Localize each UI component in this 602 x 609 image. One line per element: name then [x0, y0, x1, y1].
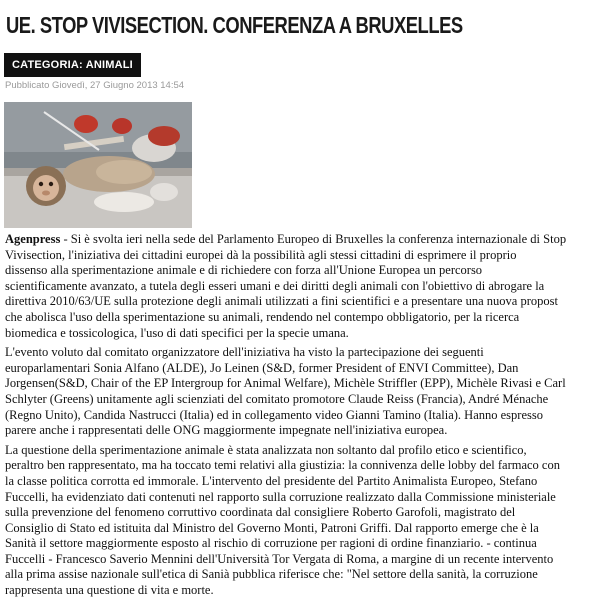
paragraph-line: europarlamentari Sonia Alfano (ALDE), Jo Leinen (S&D, former President of ENVI Committee), Dan [5, 360, 519, 375]
paragraph-line: dissenso alla sperimentazione animale e di richiedere con forza all'Unione Europea un percorso [5, 263, 483, 278]
paragraph-line: Sanità il settore maggiormente esposto al rischio di corruzione per ragioni di ordine finanziario. - continua [5, 536, 537, 551]
paragraph-line: la classe politica corrotta ed immorale. L'intervento del presidente del Partito Animalista Europeo, Stefano [5, 473, 538, 488]
article-body [5, 232, 602, 603]
paragraph-line: Consiglio di Stato ed istituita dal Ministro del Governo Monti, Patroni Griffi. Dal rapporto emerge che è la [5, 520, 539, 535]
paragraph-line: L'evento voluto dal comitato organizzatore dell'iniziativa ha visto la partecipazione dei seguenti [5, 345, 484, 360]
paragraph-line: Schlyter (Greens) unitamente agli scienziati del comitato promotore Claude Reiss (Francia), André Ménache [5, 391, 549, 406]
paragraph-event [5, 345, 602, 439]
paragraph-intro [5, 232, 602, 341]
paragraph-line: direttiva 2010/63/UE sulla protezione degli animali utilizzati a fini scientifici e a presentare una nuova propost [5, 294, 558, 309]
paragraph-line: Jorgensen(S&D, Chair of the EP Intergroup for Animal Welfare), Michèle Striffler (EPP), Michèle Rivasi e Carl [5, 376, 566, 391]
paragraph-line [5, 232, 602, 248]
paragraph-line: che abolisca l'uso della sperimentazione su animali, rendendo nel contempo obbligatorio, per la ricerca [5, 309, 520, 324]
paragraph-line: (Regno Unito), Candida Nastrucci (Italia) ed in collegamento video Gianni Tamino (Italia). Hanno espresso [5, 407, 543, 422]
paragraph-line: peraltro ben rappresentato, ma ha toccato temi relativi alla giustizia: la connivenza delle lobby del farmaco con [5, 458, 560, 473]
paragraph-line: Fuccelli, ha evidenziato dati contenuti nel rapporto sulla corruzione realizzato dalla Commissione ministeriale [5, 489, 556, 504]
paragraph-line: parere anche i rappresentati delle ONG maggiormente impegnate nell'iniziativa europea. [5, 423, 448, 438]
article-title: UE. STOP VIVISECTION. CONFERENZA A BRUXELLES [6, 12, 463, 38]
paragraph-line: sulla prevenzione del fenomeno corruttivo coordinata dal consigliere Roberto Garofoli, magistrato del [5, 505, 516, 520]
paragraph-justice [5, 443, 602, 599]
paragraph-line: Fuccelli - Francesco Saverio Mennini dell'Università Tor Vergata di Roma, a margine di un recente intervento [5, 551, 554, 566]
monkey-lab-photo-image [4, 102, 192, 228]
paragraph-line: scientificamente avanzato, a tutela degli esseri umani e dei diritti degli animali con l'obiettivo di abrogare la [5, 278, 545, 293]
category-badge-link[interactable]: CATEGORIA: ANIMALI [4, 53, 141, 77]
paragraph-line: alla prima assise nazionale sull'etica di Sanià pubblica riferisce che: "Nel settore della sanità, la corruzione [5, 567, 538, 582]
article-photo [4, 102, 192, 228]
paragraph-line-rest: - Si è svolta ieri nella sede del Parlamento Europeo di Bruxelles la conferenza internazionale di Stop [60, 232, 567, 246]
paragraph-line: La questione della sperimentazione animale è stata analizzata non soltanto dal profilo etico e scientifico, [5, 442, 527, 457]
source-name: Agenpress [5, 232, 61, 246]
publish-date: Pubblicato Giovedì, 27 Giugno 2013 14:54 [5, 80, 185, 91]
paragraph-line: biomedica e tossicologica, l'uso di dati specifici per la specie umana. [5, 325, 349, 340]
paragraph-line: rappresenta una questione di vita e morte. [5, 583, 214, 598]
paragraph-line: Vivisection, l'iniziativa dei cittadini europei dà la possibilità agli stessi cittadini di esprimere il proprio [5, 247, 517, 262]
